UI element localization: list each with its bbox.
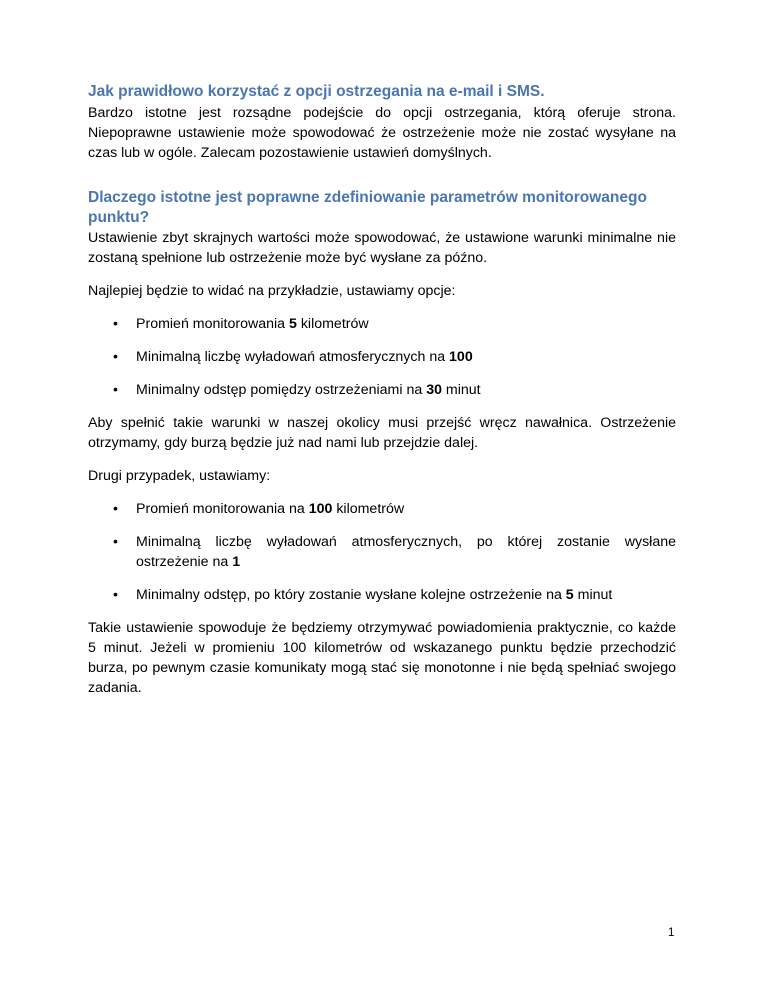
bullet-icon: •: [113, 382, 118, 398]
list-item: • Minimalną liczbę wyładowań atmosferycznych na 100: [113, 349, 473, 365]
list-item: • Promień monitorowania 5 kilometrów: [113, 316, 369, 332]
list-item: • Minimalną liczbę wyładowań atmosferycznych, po której zostanie wysłane ostrzeżenie na 1: [113, 534, 676, 570]
section2-intro: Ustawienie zbyt skrajnych wartości może spowodować, że ustawione warunki minimalne nie zostaną spełnione lub ostrzeżenie może być wysłane za późno.: [88, 230, 676, 266]
bullet-icon: •: [113, 534, 118, 550]
bullet-icon: •: [113, 349, 118, 365]
page-number: 1: [668, 927, 675, 939]
bullet-icon: •: [113, 501, 118, 517]
case1-result: Aby spełnić takie warunki w naszej okolicy musi przejść wręcz nawałnica. Ostrzeżenie otrzymamy, gdy burzą będzie już nad nami lub przejdzie dalej.: [88, 415, 676, 451]
document-page: [88, 82, 676, 698]
case1-list: [88, 314, 676, 400]
section1-body: Bardzo istotne jest rozsądne podejście do opcji ostrzegania, którą oferuje strona. Niepoprawne ustawienie może spowodować że ostrzeżenie może nie zostać wysyłane na czas lub w ogóle. Zalecam pozostawienie ustawień domyślnych.: [88, 105, 676, 161]
list-item: • Minimalny odstęp, po który zostanie wysłane kolejne ostrzeżenie na 5 minut: [113, 587, 613, 603]
case2-result: Takie ustawienie spowoduje że będziemy otrzymywać powiadomienia praktycznie, co każde 5 minut. Jeżeli w promieniu 100 kilometrów od wskazanego punktu będzie przechodzić burza, po pewnym czasie komunikaty mogą stać się monotonne i nie będą spełniać swojego zadania.: [88, 620, 676, 696]
list-item: • Minimalny odstęp pomiędzy ostrzeżeniami na 30 minut: [113, 382, 481, 398]
section2-heading: Dlaczego istotne jest poprawne zdefiniowanie parametrów monitorowanego punktu?: [88, 189, 647, 226]
list-item: • Promień monitorowania na 100 kilometrów: [113, 501, 405, 517]
case2-list: [88, 499, 676, 605]
case2-intro: Drugi przypadek, ustawiamy:: [88, 468, 271, 484]
bullet-icon: •: [113, 587, 118, 603]
bullet-icon: •: [113, 316, 118, 332]
section1-heading: Jak prawidłowo korzystać z opcji ostrzegania na e-mail i SMS.: [88, 83, 545, 100]
example-intro: Najlepiej będzie to widać na przykładzie, ustawiamy opcje:: [88, 283, 456, 299]
